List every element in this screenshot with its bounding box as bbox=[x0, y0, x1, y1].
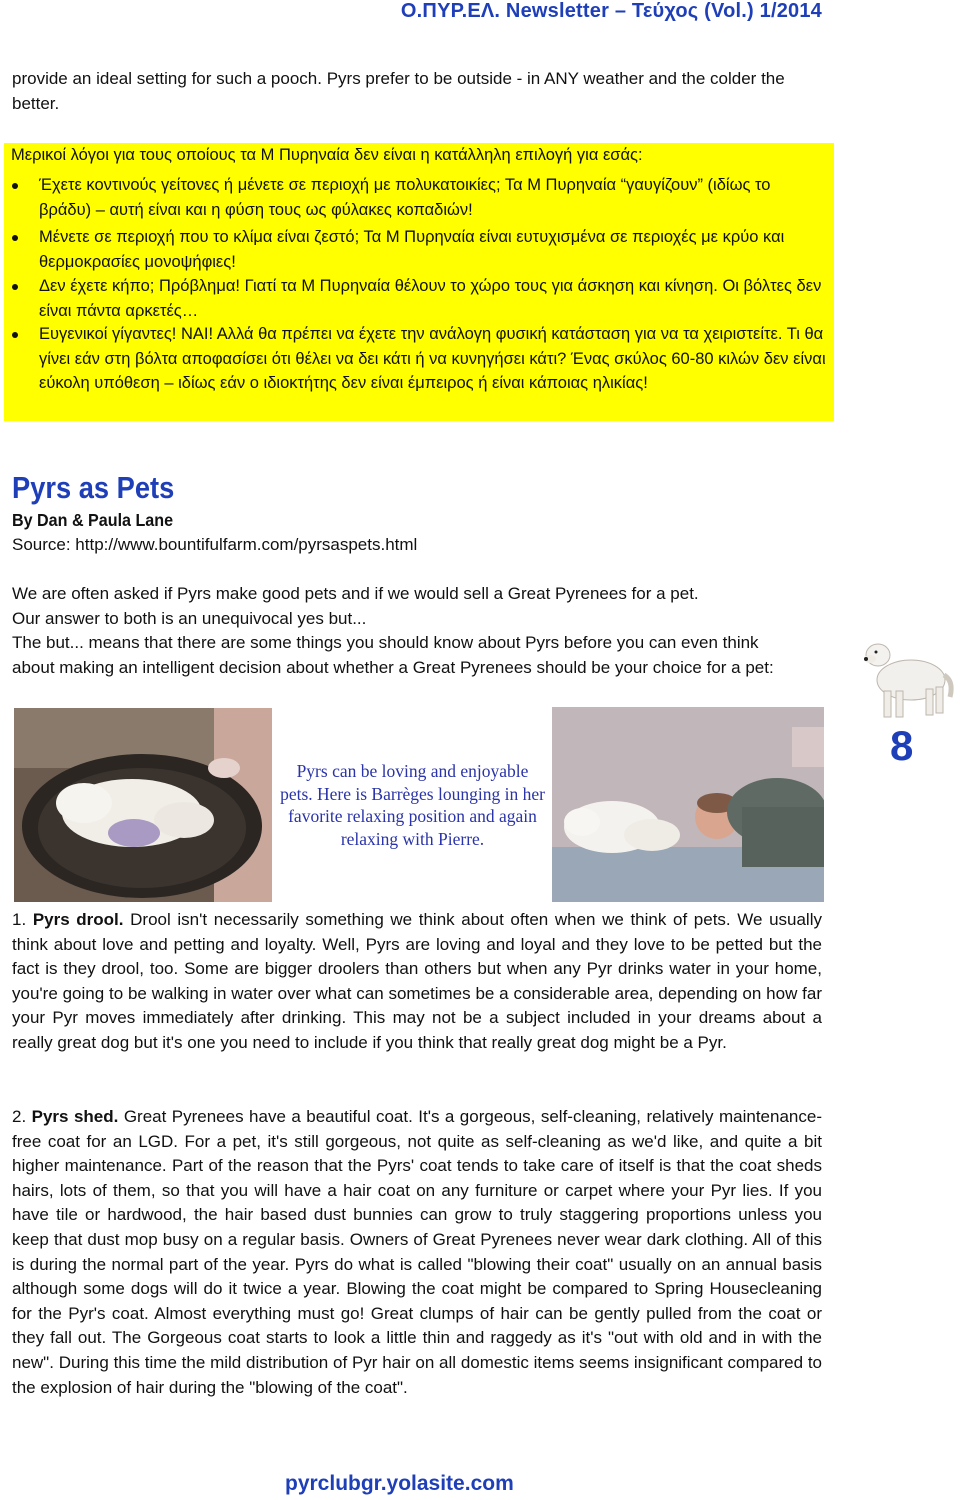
list-item: Δεν έχετε κήπο; Πρόβλημα! Γιατί τα Μ Πυρηναία θέλουν το χώρο τους για άσκηση και κίνηση. Οι βόλτες δεν είναι πάντα αρκετές… bbox=[12, 274, 827, 323]
point-number: 2. bbox=[12, 1107, 27, 1126]
bullet-icon bbox=[12, 235, 18, 241]
bullet-icon bbox=[12, 284, 18, 290]
page-number: 8 bbox=[890, 722, 914, 769]
reasons-title: Μερικοί λόγοι για τους οποίους τα Μ Πυρηναία δεν είναι η κατάλληλη επιλογή για εσάς: bbox=[11, 146, 643, 164]
bullet-icon bbox=[12, 183, 18, 189]
point-drool bbox=[12, 908, 822, 1056]
dog-lounging-photo bbox=[14, 708, 272, 902]
great-pyrenees-icon bbox=[856, 625, 956, 725]
point-shed bbox=[12, 1105, 822, 1400]
newsletter-header: Ο.ΠΥΡ.ΕΛ. Newsletter – Τεύχος (Vol.) 1/2014 bbox=[400, 0, 822, 22]
bullet-icon bbox=[12, 332, 18, 338]
list-item: Έχετε κοντινούς γείτονες ή μένετε σε περιοχή με πολυκατοικίες; Τα Μ Πυρηναία “γαυγίζουν” (ιδίως το βράδυ) – αυτή είναι και η φύση τους ως φύλακες κοπαδιών! bbox=[12, 173, 827, 222]
footer-site-link[interactable]: pyrclubgr.yolasite.com bbox=[285, 1472, 514, 1495]
reasons-box bbox=[4, 143, 834, 421]
point-number: 1. bbox=[12, 910, 27, 929]
dog-with-man-photo bbox=[552, 707, 824, 902]
point-heading: Pyrs drool. bbox=[32, 910, 124, 929]
article-intro: We are often asked if Pyrs make good pets and if we would sell a Great Pyrenees for a pet. Our answer to both is an unequivocal yes but... The but... means that there are some things you should know about Pyrs before you can even think about making an intelligent decision about whether a Great Pyrenees should be your choice for a pet: bbox=[12, 584, 774, 677]
article-source: Source: http://www.bountifulfarm.com/pyrsaspets.html bbox=[12, 535, 418, 554]
intro-paragraph: provide an ideal setting for such a pooch. Pyrs prefer to be outside - in ANY weather and the colder the better. bbox=[12, 69, 785, 113]
article-title: Pyrs as Pets bbox=[12, 470, 175, 505]
point-body: Drool isn't necessarily something we think about often when we think of pets. We usually think about love and petting and loyalty. Well, Pyrs are loving and loyal and they love to be petted but the fact is they drool, too. Some are bigger droolers than others but when any Pyr drinks water in your home, you're going to be walking in water over what can sometimes be a considerable area, depending on how far your Pyr moves immediately after drinking. This may not be a subject included in your dreams about a really great dog but it's one you need to include if you think that really great dog might be a Pyr. bbox=[12, 910, 822, 1052]
list-item: Ευγενικοί γίγαντες! ΝΑΙ! Αλλά θα πρέπει να έχετε την ανάλογη φυσική κατάσταση για να τα χειριστείτε. Τι θα γίνει εάν στη βόλτα αποφασίσει ότι θέλει να δει κάτι ή να κυνηγήσει κάτι? Ένας σκύλος 60-80 κιλών δεν είναι εύκολη υπόθεση – ιδίως εάν ο ιδιοκτήτης δεν είναι έμπειρος ή είναι κάποιας ηλικίας! bbox=[12, 322, 827, 396]
photo-caption: Pyrs can be loving and enjoyable pets. Here is Barrèges lounging in her favorite relaxing position and again relaxing with Pierre. bbox=[280, 761, 545, 849]
point-body: Great Pyrenees have a beautiful coat. It's a gorgeous, self-cleaning, relatively maintenance-free coat for an LGD. For a pet, it's still gorgeous, not quite as self-cleaning as we'd like, and quite a bit higher maintenance. Part of the reason that the Pyrs' coat tends to take care of itself is that the coat sheds hairs, lots of them, so that you will have a hair coat on any furniture or carpet where your Pyr lies. If you have tile or hardwood, the hair based dust bunnies can grow to truly staggering proportions unless you keep that dust mop busy on a regular basis. Owners of Great Pyrenees never wear dark clothing. All of this is during the normal part of the year. Pyrs do what is called "blowing their coat" usually on an annual basis although some dogs will do it twice a year. Blowing the coat might be compared to Spring Housecleaning for the Pyr's coat. Almost everything must go! Great clumps of hair can be gently pulled from the coat or they fall out. The Gorgeous coat starts to look a little thin and raggedy as it's "out with old and in with the new". During this time the mild distribution of Pyr hair on all domestic items seems insignificant compared to the explosion of hair during the "blowing of the coat". bbox=[12, 1107, 822, 1397]
article-byline: By Dan & Paula Lane bbox=[12, 510, 174, 530]
list-item: Μένετε σε περιοχή που το κλίμα είναι ζεστό; Τα Μ Πυρηναία είναι ευτυχισμένα σε περιοχές με κρύο και θερμοκρασίες μονοψήφιες! bbox=[12, 225, 827, 274]
point-heading: Pyrs shed. bbox=[31, 1107, 119, 1126]
